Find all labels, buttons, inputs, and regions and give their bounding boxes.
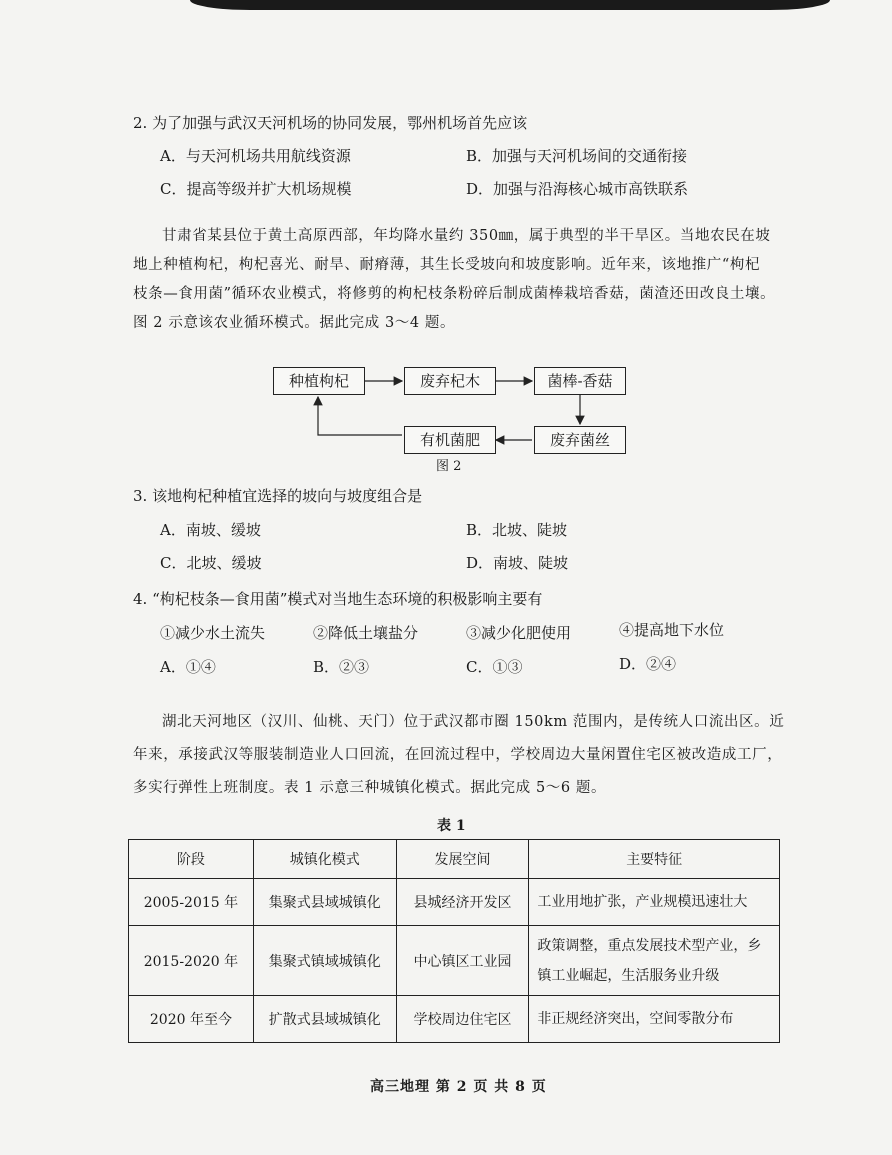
diagram-arrows — [0, 0, 892, 470]
question-3-stem: 3. 该地枸杞种植宜选择的坡向与坡度组合是 — [133, 487, 423, 505]
q3-option-b[interactable]: B．北坡、陡坡 — [466, 521, 568, 539]
table-row — [129, 996, 780, 1043]
q2-option-a[interactable]: A．与天河机场共用航线资源 — [160, 147, 351, 165]
passage-hubei — [133, 706, 793, 805]
diagram-box-waste-wood: 废弃杞木 — [404, 367, 496, 395]
q4-option-b[interactable]: B．②③ — [313, 658, 370, 676]
cell-features: 政策调整，重点发展技术型产业，乡镇工业崛起，生活服务业升级 — [529, 926, 780, 996]
diagram-box-fungus-stick: 菌棒-香菇 — [534, 367, 626, 395]
header-stage: 阶段 — [129, 840, 254, 879]
passage-line: 枝条—食用菌”循环农业模式，将修剪的枸杞枝条粉碎后制成菌棒栽培香菇，菌渣还田改良土壤。 — [133, 286, 776, 302]
cell-mode: 集聚式县域城镇化 — [253, 879, 396, 926]
header-space: 发展空间 — [396, 840, 529, 879]
cell-space: 学校周边住宅区 — [396, 996, 529, 1043]
q4-option-c[interactable]: C．①③ — [466, 658, 523, 676]
passage-line: 甘肃省某县位于黄土高原西部，年均降水量约 350㎜，属于典型的半干旱区。当地农民在坡 — [162, 228, 771, 244]
q4-item-2: ②降低土壤盐分 — [313, 624, 419, 642]
q4-option-d[interactable]: D．②④ — [619, 655, 677, 673]
cell-stage: 2020 年至今 — [129, 996, 254, 1043]
passage-line: 多实行弹性上班制度。表 1 示意三种城镇化模式。据此完成 5～6 题。 — [133, 780, 607, 796]
cell-space: 中心镇区工业园 — [396, 926, 529, 996]
page-footer: 高三地理 第 2 页 共 8 页 — [370, 1079, 547, 1095]
table-header-row — [129, 840, 780, 879]
passage-line: 年来，承接武汉等服装制造业人口回流，在回流过程中，学校周边大量闲置住宅区被改造成工厂， — [133, 747, 783, 763]
question-4-stem: 4. “枸杞枝条—食用菌”模式对当地生态环境的积极影响主要有 — [133, 590, 543, 608]
q2-option-d[interactable]: D．加强与沿海核心城市高铁联系 — [466, 180, 689, 198]
diagram-box-waste-mycelium: 废弃菌丝 — [534, 426, 626, 454]
cell-features: 非正规经济突出，空间零散分布 — [529, 996, 780, 1043]
passage-line: 地上种植枸杞，枸杞喜光、耐旱、耐瘠薄，其生长受坡向和坡度影响。近年来，该地推广“枸杞 — [133, 257, 761, 273]
q4-item-4: ④提高地下水位 — [619, 621, 725, 639]
table-row — [129, 879, 780, 926]
q3-option-c[interactable]: C．北坡、缓坡 — [160, 554, 262, 572]
cell-mode: 扩散式县域城镇化 — [253, 996, 396, 1043]
q4-option-a[interactable]: A．①④ — [160, 658, 216, 676]
cell-mode: 集聚式镇域城镇化 — [253, 926, 396, 996]
passage-line: 图 2 示意该农业循环模式。据此完成 3～4 题。 — [133, 315, 456, 331]
header-features: 主要特征 — [529, 840, 780, 879]
diagram-box-plant-goji: 种植枸杞 — [273, 367, 365, 395]
q2-option-c[interactable]: C．提高等级并扩大机场规模 — [160, 180, 352, 198]
cell-features: 工业用地扩张，产业规模迅速壮大 — [529, 879, 780, 926]
header-mode: 城镇化模式 — [253, 840, 396, 879]
table-row — [129, 926, 780, 996]
q4-item-1: ①减少水土流失 — [160, 624, 266, 642]
q3-option-d[interactable]: D．南坡、陡坡 — [466, 554, 569, 572]
table-1-urbanization-modes — [128, 839, 780, 1043]
q4-item-3: ③减少化肥使用 — [466, 624, 572, 642]
q3-option-a[interactable]: A．南坡、缓坡 — [160, 521, 261, 539]
cell-stage: 2005-2015 年 — [129, 879, 254, 926]
diagram-box-organic-fertilizer: 有机菌肥 — [404, 426, 496, 454]
cell-stage: 2015-2020 年 — [129, 926, 254, 996]
question-2-stem: 2. 为了加强与武汉天河机场的协同发展，鄂州机场首先应该 — [133, 114, 528, 132]
figure-caption: 图 2 — [436, 459, 462, 474]
q2-option-b[interactable]: B．加强与天河机场间的交通衔接 — [466, 147, 688, 165]
cell-space: 县城经济开发区 — [396, 879, 529, 926]
passage-line: 湖北天河地区（汉川、仙桃、天门）位于武汉都市圈 150km 范围内，是传统人口流出区。近 — [162, 714, 785, 730]
table-caption: 表 1 — [437, 818, 466, 834]
